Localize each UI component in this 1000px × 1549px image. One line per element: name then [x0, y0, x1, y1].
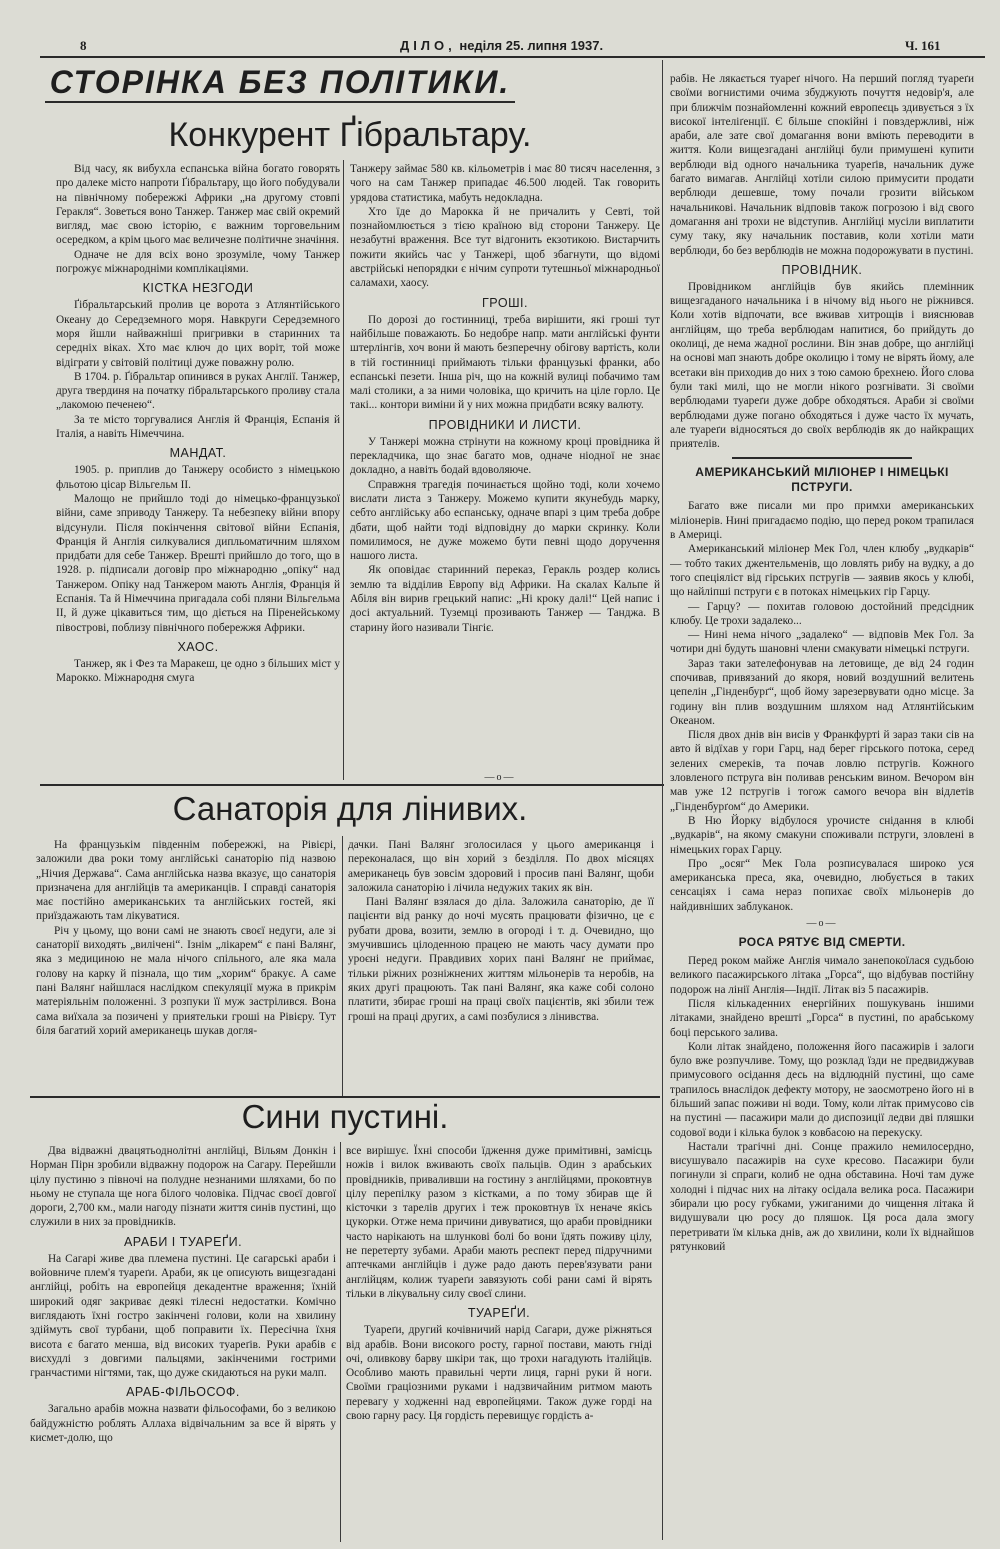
paragraph: У Танжері можна стрінути на кожному кроці провідника й перекладчика, що знає багато мов, одначе ніодної не знає докладно, а навіть бодай вдоволяюче. — [350, 435, 660, 477]
subheading: ГРОШІ. — [482, 295, 528, 310]
subheading: АРАБ-ФІЛЬОСОФ. — [126, 1385, 240, 1400]
page-number: 8 — [80, 38, 87, 53]
millionaire-title: АМЕРИКАНСЬКИЙ МІЛІОНЕР І НІМЕЦЬКІ ПСТРУГИ. — [695, 465, 949, 495]
paragraph: — Гарцу? — похитав головою достойний предсідник клюбу. Це трохи задалеко... — [670, 600, 974, 627]
paragraph: На Сагарі живе два племена пустині. Це сагарські араби і войовниче плем'я туареґи. Араби, як це описують вищезгадані англійці, робіть на европейця декадентне враження; їхній широкий одяг закриває деякі тілесні недостатки. Комічно виглядають їхні гостро закінчені голови, коли на хвилину здіймуть свої турбани, щоб поправити їх. Пересічна їхня висота є багато менша, від високих туареґів. Руки арабів є висхудлі з довгими пальцями, закінченими гострими гранчастими нігтями, так, що дуже скидаються на руки малп. — [30, 1252, 336, 1380]
subheading: МАНДАТ. — [169, 446, 227, 461]
paragraph: рабів. Не лякається туареґ нічого. На перший погляд туареґи своїми вогнистими очима збуджують почуття недовір'я, але при ближчім познайомленні кожний европеєць здивується з їх високої інтеліґенції. Є більше спокійні і повздержливі, ніж араби, але зате свої домагання вони вміють переводити в життя. Коли вищезгадані англійці були примушені купити верблюди від одного начальника туареґів, начальник дуже багато вимагав. Англійці хотіли силою примусити продати верблюди дешевше, тому почали грозити військом начальникові. Начальник відповів також погрозою і від свого домагання ані трохи не відступив. Англійці мусіли виплатити суму таку, яку начальник поставив, коли хотіли мати верблюди, бо без верблюдів не можна подорожувати в пустині. — [670, 73, 974, 257]
section-rule — [732, 457, 912, 459]
paragraph: Загально арабів можна назвати фільософами, бо з великою байдужністю роблять Аллаха відвічальним за все й вірять у кисмет-долю, що — [30, 1403, 336, 1445]
paragraph: Малощо не прийшло тоді до німецько-французької війни, саме зприводу Танжеру. Та небезпеку війни впору відсунули. Після покінчення світової війни Еспанія, Франція й Англія силкувалися дипльоматичним шляхом придбати для себе Танжер. Врешті прийшло до того, що в 1928. р. підписали договір про міжнародню „опіку“ над Танжером. Опіку над Танжером мають Англія, Франція й Еспанія. Та й Німеччина пригадала собі пляни Вільгельма II, й дуже цікавиться тим, що діється на Піренейському півострові, поблизу північного побережжя Африки. — [56, 492, 340, 634]
paragraph: Як оповідає старинний переказ, Геракль роздер колись землю та відділив Европу від Африки. На скалах Кальпе й Абіля він вирив грецький напис: „Ні кроку далі!“ Цей напис і досі актуальний. Туземці прозивають Танжер — Танджа. В старину його називали Тінгіє. — [350, 564, 660, 634]
paragraph: Провідником англійців був якийсь племінник вищезгаданого начальника і в нічому від нього не ріжнився. Коли хотів відпочати, все вживав хитрощів і вияснював англійцям, що треба верблюдам напитися, бо прийдуть до околиці, де нема жадної рослини. Він знав добре, що англійці на основі мап знають добре околицю і тому не вірять йому, але всетаки він приходив до них з тою самою брехнею. Його слова були такі милі, що не могли нікого розгнівати. Зі своїми верблюдами туареґи дуже добре обходяться. Араби зі своїми верблюдами дуже погано обходяться і дуже часто їх мучать, але туареґи відносяться до своїх верблюдів як до найкращих приятелів. — [670, 280, 974, 451]
ornament-divider: —o— — [484, 772, 516, 783]
subheading: АРАБИ І ТУАРЕҐИ. — [123, 1234, 243, 1249]
paragraph: Від часу, як вибухла еспанська війна богато говорять про далеке місто напроти Ґібральтару, що його побудували на північному побережжі Африки „на другому стовпі Геракля“. Зоветься воно Танжер. Танжер має свій окремий вигляд, має свою історію, є важним торговельним осередком, а крім цього має величезне політичне значіння. — [56, 163, 340, 247]
paragraph: На французькім південнім побережжі, на Рівієрі, заложили два роки тому англійські санаторію під назвою „Нічия Держава“. Сама англійська назва вказує, що санаторія призначена для англійців та американців. І справді санаторія має постійно американських та англійських гостей, які приїздажають там лікуватися. — [36, 839, 336, 923]
paragraph: Річ у цьому, що вони самі не знають своєї недуги, але зі санаторії виходять „вилічені“. Ізнім „лікарем“ є пані Валянґ, яка з медициною не мала нічого спільного, але яка мала голову на карку й пізнала, що тим „хорим“ бракує. А саме пані Валянґ найшлася наслідком спекуляції мужа в прикрім матеріяльнім положенні. З розпуки її муж застрілився. Вона сама виїхала за позичені у приятельки гроші на Рівієру. Тут біля багатий хорий американець шукав догля- — [36, 924, 336, 1037]
newspaper-title — [400, 38, 603, 53]
dew-title: РОСА РЯТУЄ ВІД СМЕРТИ. — [738, 935, 906, 950]
column-divider — [343, 160, 344, 780]
header-rule — [40, 56, 985, 58]
paragraph: Туареґи, другий кочівничий нарід Сагари, дуже ріжняться від арабів. Вони високого росту, гарної постави, мають гніді очі, оливкову барву шкіри так, що трохи нагадують італійців. Особливо мають правильні черти лиця, гарні руки й ноги. Своїми граціозними руками і надзвичайним ритмом мають перевагу у ходженні над европейцями. Також дуже горді на свою гарну расу. Ця гордість перевищує гордість а- — [346, 1324, 652, 1423]
subheading: ТУАРЕҐИ. — [467, 1306, 531, 1321]
desert-title: Сини пустині. — [241, 1098, 449, 1135]
paragraph: Коли літак знайдено, положення його пасажирів і залоги було вже розпучливе. Тому, що розклад їзди не предвиджував примусового осідання десь на відлюдній пустині, що саме трапилось внаслідок дефекту мотору, не заосмотрено його ні в більший запас поживи ні води. Тому, коли літак примусово сів на пустині — пасажири мали до диспозиції ледви дві пляшки содової води і кілька булок з ковбасою на перекуску. — [670, 1040, 974, 1139]
paper-name: ДІЛО, — [400, 38, 456, 53]
column-divider — [662, 60, 663, 1540]
paragraph: Зараз таки зателефонував на летовище, де від 24 годин спочивав, привязаний до якоря, новий воздушний велитень цепелін „Гінденбурґ“, щоб йому зарезервувати одно місце. За годину він плив воздушним шляхом над Атлянтійським Океаном. — [670, 657, 974, 727]
column-divider — [342, 836, 343, 1096]
paragraph: В 1704. р. Ґібральтар опинився в руках Англії. Танжер, друга твердиня на початку ґібральтарського проливу стала „лакомою печенею“. — [56, 370, 340, 412]
subheading: ХАОС. — [177, 639, 219, 654]
paragraph: Перед роком майже Англія чимало занепокоїлася судьбою великого пасажирського літака „Горса“, що відбував постійну подорож на лінії Англія—Індії. Літак віз 5 пасажирів. — [670, 955, 974, 996]
sanatorium-col2 — [348, 838, 654, 1094]
rubric-title: СТОРІНКА БЕЗ ПОЛІТИКИ. — [49, 64, 511, 100]
paragraph: В Ню Йорку відбулося урочисте снідання в клюбі „вудкарів“, на якому смакуни споживали пструги, зловлені в німецьких горах Гарцу. — [670, 814, 974, 856]
paragraph: Після двох днів він висів у Франкфурті й зараз таки сів на авто й відїхав у гори Гарц, над берег гірського потока, серед зелених смереків, та почав ловлю пстругів. Кожного зловленого пструга він поливав ренським вином. Вечором він мав уже 12 пстругів і тогож самого вечора він відлетів „Гінденбурґом“ до Америки. — [670, 729, 974, 813]
paragraph: Пані Валянґ взялася до діла. Заложила санаторію, де її пацієнти від ранку до ночі мусять працювати фізично, це є рубати дрова, возити, землю в огороді і т. д. Очевидно, що змучившись цілоденною працею не мають часу думати про уроєні недуги. Правдивих хорих пані Валянґ не приймає, тільки ріжних розніжнених життям мільонерів та неробів, на яких другі працюють. Так пані Валянґ, яка каже собі солоно платити, збирає гроші на праці своїх пацієнтів, які збили теж гроші на праці других, а самі позбулися з лінивства. — [348, 896, 654, 1023]
subheading: ПРОВІДНИК. — [781, 262, 863, 277]
section-rule — [40, 784, 664, 786]
paragraph: — Нині нема нічого „задалеко“ — відповів Мек Гол. За чотири дні будуть шановні члени смакувати німецькі пструги. — [670, 629, 974, 656]
paragraph: Справжня трагедія починається щойно тоді, коли хочемо вислати листа з Танжеру. Можемо купити якунебудь марку, себто англійську або еспанську, одначе впарі з цим треба добре дбати, щоб найти тоді відповідну до марки скринку. Коли помилимося, не дуже можемо бути певні щодо доручення нашого листа. — [350, 478, 660, 563]
gibraltar-col2 — [350, 162, 660, 770]
paragraph: Про „осяг“ Мек Гола розписувалася широко уся американська преса, яка, очевидно, любується в таких сенсаціях і сама нераз попихає своїх мільонерів до найдивніших заблуканок. — [670, 857, 974, 913]
sanatorium-title: Санаторія для лінивих. — [172, 790, 528, 827]
paragraph: Настали трагічні дні. Сонце пражило немилосердно, висушувало пасажирів на сухе кресово. Пасажири були погинули зі спраги, колиб не одна обставина. Ночі там дуже холодні і підчас них на літаку осідала велика роса. Пасажири збирали цю росу губками, ужиганими до чищення літака й видушували цю росу до пляшок. Ця роса дала змогу перетривати їм кілька днів, аж до хвилини, коли їх віднайшов рятунковий — [670, 1140, 974, 1253]
gibraltar-title: Конкурент Ґібральтару. — [168, 116, 532, 154]
paragraph: По дорозі до гостинниці, треба вирішити, які гроші тут найбільше поважають. Бо недобре напр. мати англійські фунти штерлінгів, хоч вони й мають безперечну обігову вартість, коли в тій гостинниці приймають тільки французькі франки, або еспанські пезети. Інша річ, що на кожній вулиці побачимо там малі столики, а за ними чоловіка, що кричить на ціле горло. Це такі... контори виміни й у них можна придбати всяку валюту. — [350, 313, 660, 412]
column-divider — [340, 1142, 341, 1542]
paragraph: Ґібральтарський пролив це ворота з Атлянтійського Океану до Середземного моря. Навкруги Середземного моря йшли найважніші пригривки в старинних та середніх віках. Хто має ключ до цих воріт, той може відіграти у світовій політиці дуже поважну ролю. — [56, 299, 340, 369]
paragraph: Два відважні двацятьоднолітні англійці, Вільям Донкін і Норман Пірн зробили відважну подорож на Сагару. Перейшли цілу пустиню з півночі на полудне незнаними шляхами, бо по ньому не ступала ще нога білого чоловіка. Підчас своєї довгої дороги, 2,700 км., мали нагоду пізнати життя синів пустині, що служили в них за провідників. — [30, 1145, 336, 1229]
paragraph: Американський міліонер Мек Гол, член клюбу „вудкарів“ — тобто таких джентельменів, що ловлять рибу на вудку, а до того спеціяліст від гірських пстругів — заявив якось у клюбі, що найліпші пструги є в потоках німецьких гір Гарцу. — [670, 543, 974, 599]
sanatorium-col1 — [36, 838, 336, 1094]
subheading: ПРОВІДНИКИ И ЛИСТИ. — [428, 417, 582, 432]
paragraph: Хто їде до Марокка й не причалить у Севті, той познайомлюється з тією країною від сторони Танжеру. Це незабутні враження. Все тут відгонить екзотикою. Вистарчить пожити якийсь час у Танжері, щоб збагнути, що відомі австрійські непорядки є нічим супроти тутешньої міжнародньої саламахи, хаосу. — [350, 205, 660, 290]
paragraph: Танжеру займає 580 кв. кільометрів і має 80 тисяч населення, з чого на сам Танжер припадає 46.500 людей. Так говорить урядова статистика, мабуть недокладна. — [350, 163, 660, 204]
desert-col2 — [346, 1144, 652, 1540]
right-column — [670, 72, 974, 1542]
issue-number: Ч. 161 — [905, 38, 941, 53]
paragraph: Багато вже писали ми про примхи американських міліонерів. Нині пригадаємо подію, що перед роком трапилася в Америці. — [670, 500, 974, 542]
paragraph: За те місто торгувалися Англія й Франція, Еспанія й Італія, а навіть Німеччина. — [56, 413, 340, 441]
paragraph: Танжер, як і Фез та Маракеш, це одно з більших міст у Марокко. Міжнародня смуга — [56, 657, 340, 685]
paragraph: дачки. Пані Валянґ зголосилася у цього американця і переконалася, що він хорий з безділля. По двох місяцях американець був зовсім здоровий і просив пані Валянґ, щоби заложила санаторію і лічила недужих таких як він. — [348, 839, 654, 894]
paragraph: Одначе не для всіх воно зрозуміле, чому Танжер погрожує міжнародніми комплікаціями. — [56, 248, 340, 276]
subheading: КІСТКА НЕЗГОДИ — [142, 281, 254, 296]
ornament-divider: —o— — [806, 918, 838, 930]
issue-date: неділя 25. липня 1937. — [459, 38, 604, 53]
rubric-underline — [45, 101, 515, 103]
paragraph: 1905. р. приплив до Танжеру особисто з німецькою фльотою цісар Вільгельм II. — [56, 464, 340, 491]
paragraph: все вирішує. Їхні способи їдження дуже примітивні, замісць ножів і вилок вживають своїх пальців. Один з арабських провідників, приваливши на гостину з англійцями, проковтнув цілу перепілку разом з кістками, а по тому збирав ще й кісточки з тарелів других і теж проковтнув їх неначе якісь цукорки. Отже нема причини дивуватися, що араби провідники часто нарікають на шлункові болі бо вони їдять поживу цілу, не перетерту зубами. Араби мають респект перед підручними аптечками англійців і дуже радо дають перев'язувати рани англійцям, колиж туареґи завязують собі рани самі й вірять тільки в лікувальну силу своєї слини. — [346, 1145, 652, 1300]
gibraltar-col1 — [56, 162, 340, 780]
desert-col1 — [30, 1144, 336, 1540]
paragraph: Після кількаденних енергійних пошукувань іншими літаками, знайдено врешті „Горса“ в пустині, по арабському боці перського залива. — [670, 997, 974, 1039]
